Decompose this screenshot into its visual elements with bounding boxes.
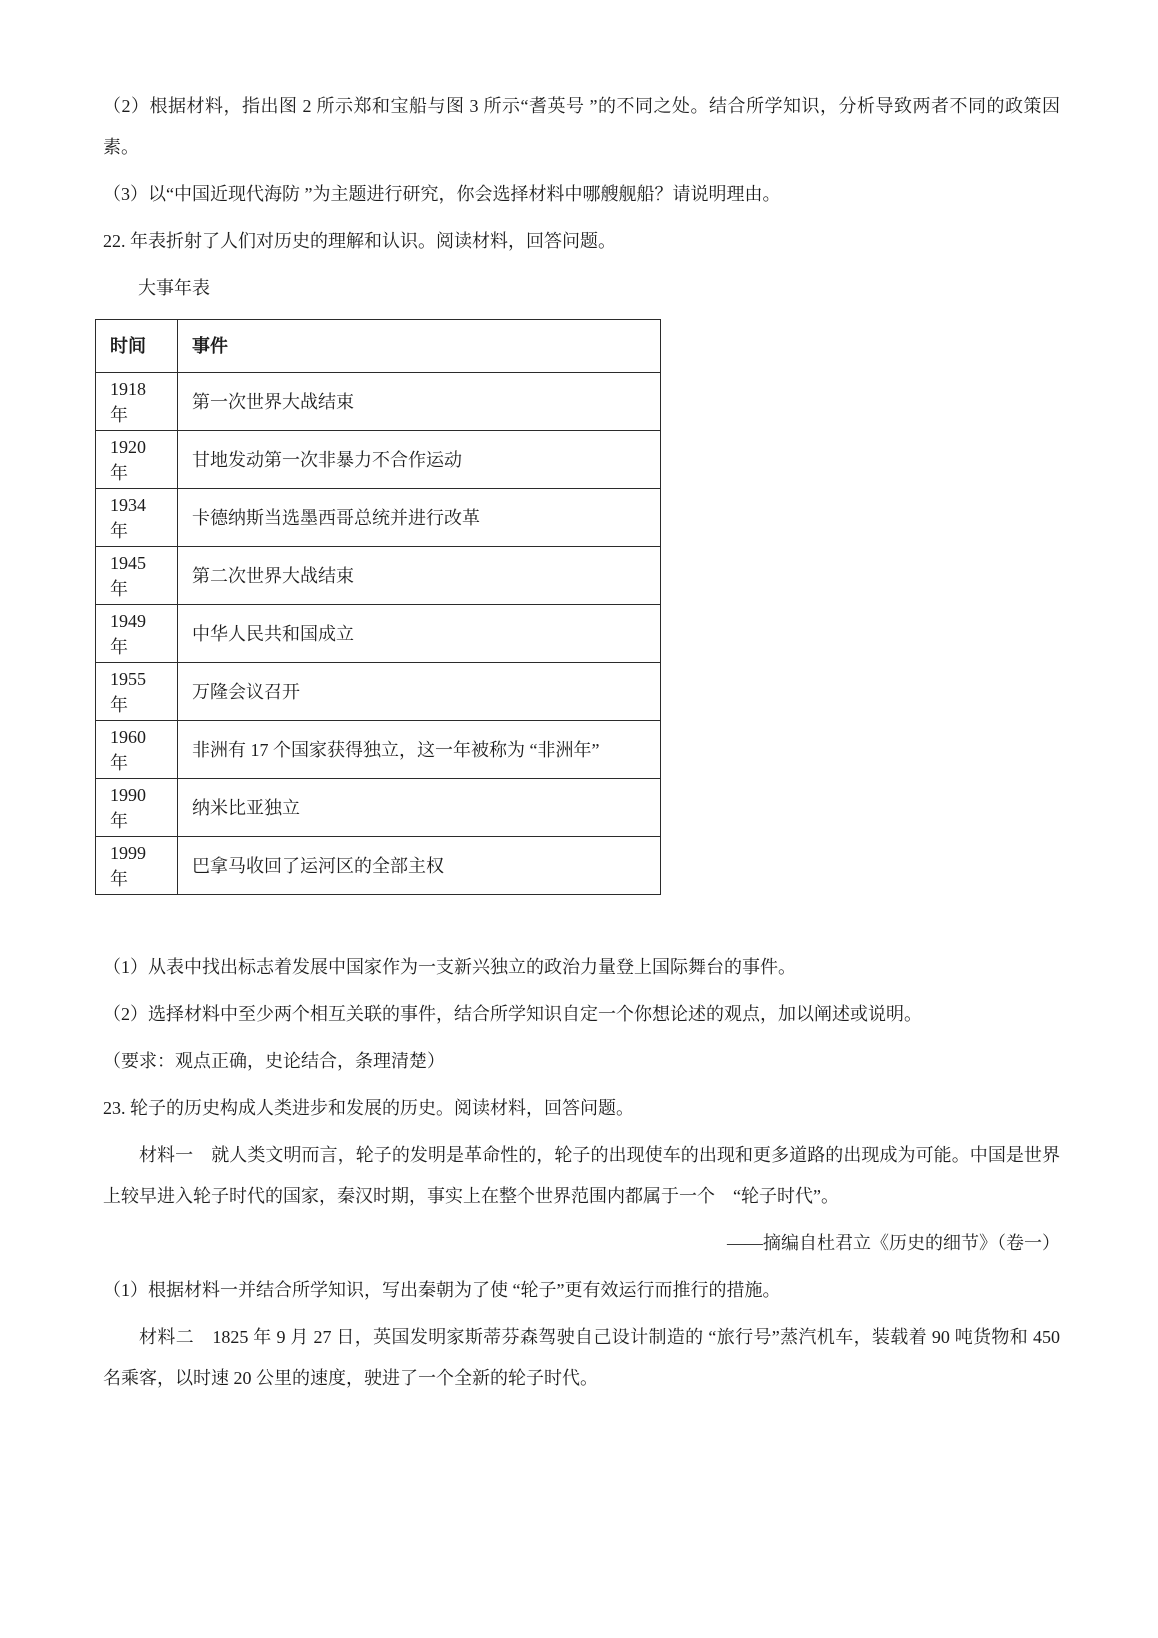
table-row: [96, 489, 661, 547]
question-22-requirement: （要求：观点正确，史论结合，条理清楚）: [103, 1051, 445, 1071]
table-cell-time: 1955 年: [96, 663, 178, 721]
table-cell-event: 第一次世界大战结束: [178, 373, 661, 431]
table-cell-time: 1949 年: [96, 605, 178, 663]
column-header-event: 事件: [178, 320, 661, 373]
column-header-time: 时间: [96, 320, 178, 373]
table-cell-time: 1990 年: [96, 779, 178, 837]
table-header-row: [96, 320, 661, 373]
question-22-sub2: （2）选择材料中至少两个相互关联的事件，结合所学知识自定一个你想论述的观点，加以阐述或说明。: [103, 1004, 922, 1024]
table-cell-event: 中华人民共和国成立: [178, 605, 661, 663]
question-23-sub1: （1）根据材料一并结合所学知识，写出秦朝为了使 “轮子”更有效运行而推行的措施。: [103, 1280, 781, 1300]
table-row: [96, 663, 661, 721]
table-cell-event: 非洲有 17 个国家获得独立，这一年被称为 “非洲年”: [178, 721, 661, 779]
table-cell-event: 第二次世界大战结束: [178, 547, 661, 605]
table-cell-time: 1999 年: [96, 837, 178, 895]
table-cell-event: 巴拿马收回了运河区的全部主权: [178, 837, 661, 895]
table-row: [96, 779, 661, 837]
question-21-part2: （2）根据材料，指出图 2 所示郑和宝船与图 3 所示“耆英号 ”的不同之处。结合所学知识，分析导致两者不同的政策因素。: [103, 96, 1060, 157]
table-row: [96, 547, 661, 605]
table-cell-time: 1920 年: [96, 431, 178, 489]
question-22-sub1: （1）从表中找出标志着发展中国家作为一支新兴独立的政治力量登上国际舞台的事件。: [103, 957, 796, 977]
table-row: [96, 605, 661, 663]
question-22-stem: 22. 年表折射了人们对历史的理解和认识。阅读材料，回答问题。: [103, 231, 616, 251]
question-23-material2: 材料二 1825 年 9 月 27 日，英国发明家斯蒂芬森驾驶自己设计制造的 “旅行号”蒸汽机车，装载着 90 吨货物和 450 名乘客，以时速 20 公里的速度，驶进了一个全新的轮子时代。: [103, 1327, 1060, 1388]
events-timeline-table: [95, 319, 661, 895]
table-cell-event: 纳米比亚独立: [178, 779, 661, 837]
table-row: [96, 837, 661, 895]
question-23-material1: 材料一 就人类文明而言，轮子的发明是革命性的，轮子的出现使车的出现和更多道路的出现成为可能。中国是世界上较早进入轮子时代的国家，秦汉时期，事实上在整个世界范围内都属于一个 “轮子时代”。: [103, 1145, 1060, 1206]
question-21-part3: （3）以“中国近现代海防 ”为主题进行研究，你会选择材料中哪艘舰船？请说明理由。: [103, 184, 781, 204]
question-23-stem: 23. 轮子的历史构成人类进步和发展的历史。阅读材料，回答问题。: [103, 1098, 634, 1118]
table-cell-event: 甘地发动第一次非暴力不合作运动: [178, 431, 661, 489]
table-cell-time: 1945 年: [96, 547, 178, 605]
table-cell-time: 1934 年: [96, 489, 178, 547]
table-row: [96, 721, 661, 779]
table-cell-event: 万隆会议召开: [178, 663, 661, 721]
table-cell-event: 卡德纳斯当选墨西哥总统并进行改革: [178, 489, 661, 547]
table-row: [96, 431, 661, 489]
table-cell-time: 1960 年: [96, 721, 178, 779]
table-cell-time: 1918 年: [96, 373, 178, 431]
material1-source: ——摘编自杜君立《历史的细节》（卷一）: [727, 1233, 1060, 1253]
table-title: 大事年表: [138, 278, 210, 298]
table-row: [96, 373, 661, 431]
